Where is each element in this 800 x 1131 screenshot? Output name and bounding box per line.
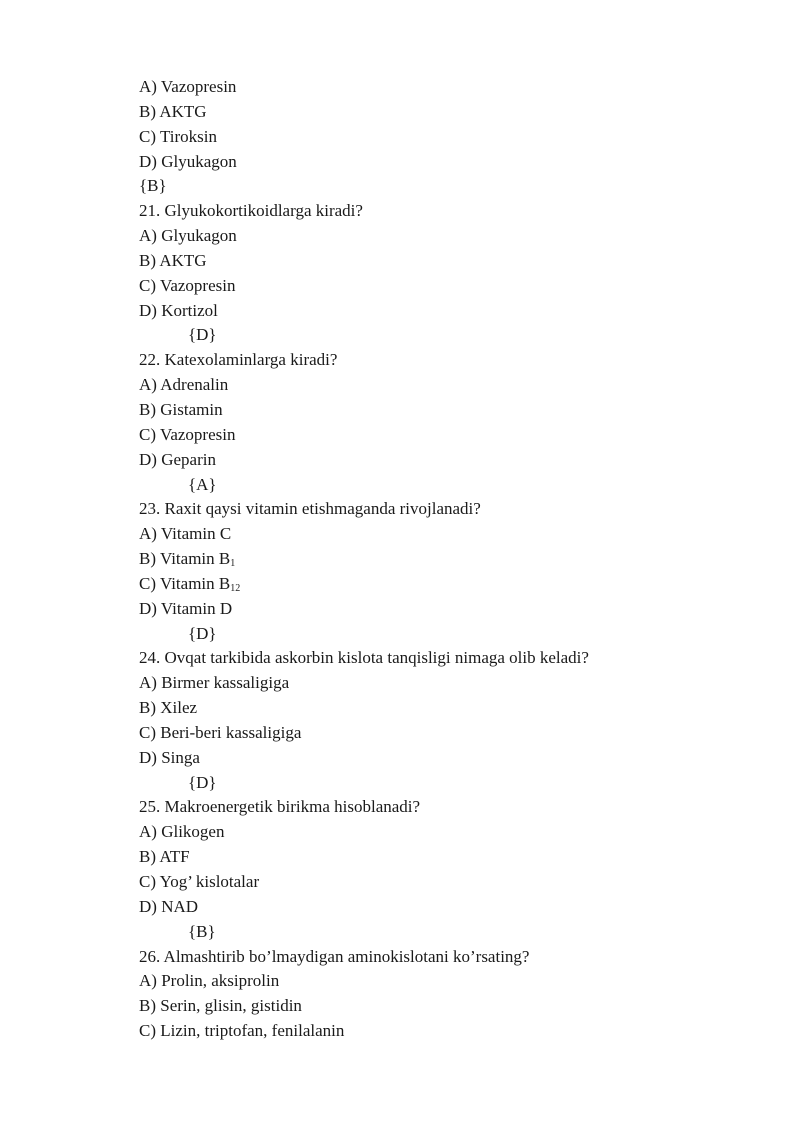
option-letter: A) xyxy=(139,524,157,544)
option-line: B) AKTG xyxy=(139,101,207,121)
option-text: NAD xyxy=(161,896,199,916)
option-text: Prolin, aksiprolin xyxy=(161,971,280,991)
question-text: 23. Raxit qaysi vitamin etishmaganda rivojlanadi? xyxy=(139,499,481,519)
option-line xyxy=(139,522,739,547)
question-list xyxy=(139,199,739,1044)
option-text: Xilez xyxy=(160,698,198,718)
question-text: 24. Ovqat tarkibida askorbin kislota tanqisligi nimaga olib keladi? xyxy=(139,648,589,668)
option-letter: B) xyxy=(139,549,156,569)
option-letter: C) xyxy=(139,424,156,444)
option-line xyxy=(139,969,739,994)
option-line: D) Glyukagon xyxy=(139,151,237,171)
answer-key: {D} xyxy=(188,325,217,345)
option-text: Serin, glisin, gistidin xyxy=(160,996,302,1016)
answer-key: {D} xyxy=(188,772,217,792)
option-line xyxy=(139,895,739,920)
option-text: Vazopresin xyxy=(159,275,236,295)
question-block xyxy=(139,497,739,646)
option-line: C) Tiroksin xyxy=(139,126,217,146)
option-line xyxy=(139,274,739,299)
question-block xyxy=(139,199,739,348)
option-text: ATF xyxy=(159,847,190,867)
option-line xyxy=(139,696,739,721)
answer-key: {D} xyxy=(188,623,217,643)
option-text: AKTG xyxy=(159,250,207,270)
question-block xyxy=(139,795,739,944)
option-letter: C) xyxy=(139,275,156,295)
option-letter: B) xyxy=(139,698,156,718)
option-text: Vitamin B xyxy=(159,549,231,569)
option-text: Adrenalin xyxy=(160,375,229,395)
option-line xyxy=(139,746,739,771)
question-text: 21. Glyukokortikoidlarga kiradi? xyxy=(139,201,363,221)
option-subscript: 1 xyxy=(230,558,236,570)
option-text: Yog’ kislotalar xyxy=(159,872,260,891)
option-text: Vitamin B xyxy=(159,573,231,593)
test-questions-body xyxy=(139,75,739,1044)
option-letter: A) xyxy=(139,971,157,991)
option-letter: B) xyxy=(139,250,156,270)
option-letter: D) xyxy=(139,449,157,469)
answer-key: {B} xyxy=(139,176,167,196)
option-line xyxy=(139,721,739,746)
question-block xyxy=(139,348,739,497)
option-letter: D) xyxy=(139,300,157,320)
option-text: Vitamin D xyxy=(160,598,233,618)
question-block xyxy=(139,945,739,1044)
option-letter: D) xyxy=(139,896,157,916)
option-line xyxy=(139,572,739,597)
option-line xyxy=(139,249,739,274)
option-text: Beri-beri kassaligiga xyxy=(160,722,302,742)
option-letter: B) xyxy=(139,399,156,419)
option-text: Geparin xyxy=(161,449,216,469)
option-letter: B) xyxy=(139,996,156,1016)
option-letter: D) xyxy=(139,598,157,618)
option-text: Lizin, triptofan, fenilalanin xyxy=(160,1021,345,1041)
option-letter: A) xyxy=(139,226,157,246)
question-20-tail xyxy=(139,75,739,199)
option-line xyxy=(139,224,739,249)
option-text: Kortizol xyxy=(161,300,218,320)
question-text: 22. Katexolaminlarga kiradi? xyxy=(139,350,338,370)
option-letter: A) xyxy=(139,375,157,395)
option-line xyxy=(139,398,739,423)
option-line xyxy=(139,448,739,473)
option-line xyxy=(139,597,739,622)
option-line xyxy=(139,994,739,1019)
answer-key: {B} xyxy=(188,921,216,941)
option-text: Vazopresin xyxy=(159,424,236,444)
option-line xyxy=(139,423,739,448)
option-text: Birmer kassaligiga xyxy=(161,673,290,693)
option-letter: A) xyxy=(139,822,157,842)
option-line: A) Vazopresin xyxy=(139,77,237,96)
option-subscript: 12 xyxy=(230,582,241,594)
option-line xyxy=(139,547,739,572)
option-line xyxy=(139,820,739,845)
answer-key: {A} xyxy=(188,474,217,494)
question-block xyxy=(139,646,739,795)
option-text: Singa xyxy=(161,747,200,767)
option-line xyxy=(139,1019,739,1044)
question-text: 25. Makroenergetik birikma hisoblanadi? xyxy=(139,797,421,817)
option-text: Vitamin C xyxy=(160,524,232,544)
option-text: Glyukagon xyxy=(161,226,237,246)
option-text: Glikogen xyxy=(161,822,225,842)
option-letter: D) xyxy=(139,747,157,767)
option-letter: B) xyxy=(139,847,156,867)
option-line xyxy=(139,671,739,696)
option-letter: C) xyxy=(139,872,156,891)
option-letter: C) xyxy=(139,1021,156,1041)
option-text: Gistamin xyxy=(160,399,223,419)
option-line xyxy=(139,845,739,870)
question-text: 26. Almashtirib bo’lmaydigan aminokislotani ko’rsating? xyxy=(139,946,530,966)
option-letter: A) xyxy=(139,673,157,693)
option-line xyxy=(139,299,739,324)
option-letter: C) xyxy=(139,573,156,593)
option-letter: C) xyxy=(139,722,156,742)
option-line xyxy=(139,870,739,895)
option-line xyxy=(139,373,739,398)
